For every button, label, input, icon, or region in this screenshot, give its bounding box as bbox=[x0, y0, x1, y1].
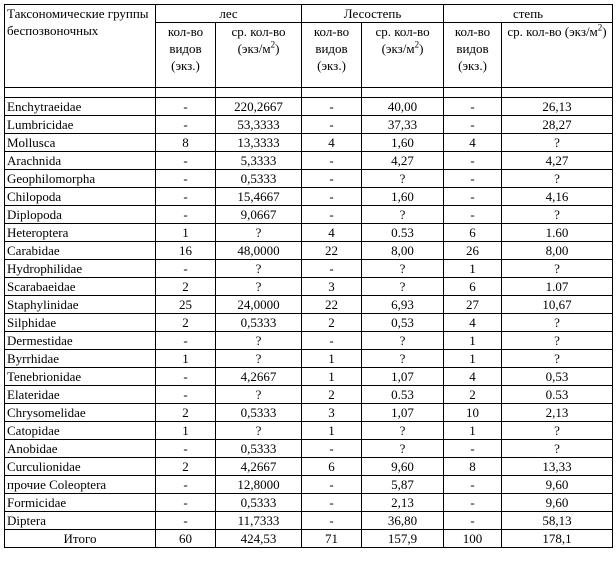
species-count-cell: 4 bbox=[302, 134, 362, 152]
species-count-cell: 8 bbox=[444, 458, 502, 476]
taxon-name: Arachnida bbox=[5, 152, 156, 170]
species-count-cell: - bbox=[444, 440, 502, 458]
table-row bbox=[5, 152, 613, 170]
species-count-cell: - bbox=[156, 260, 216, 278]
density-cell: 0,5333 bbox=[216, 314, 302, 332]
species-count-cell: 100 bbox=[444, 530, 502, 548]
taxon-name: Итого bbox=[5, 530, 156, 548]
density-cell: 424,53 bbox=[216, 530, 302, 548]
density-cell: 26,13 bbox=[502, 98, 613, 116]
density-cell: 12,8000 bbox=[216, 476, 302, 494]
table-row bbox=[5, 170, 613, 188]
density-cell: 58,13 bbox=[502, 512, 613, 530]
density-cell: ? bbox=[216, 350, 302, 368]
taxon-name: Geophilomorpha bbox=[5, 170, 156, 188]
species-count-cell: 2 bbox=[156, 458, 216, 476]
density-cell: ? bbox=[216, 278, 302, 296]
table-row bbox=[5, 134, 613, 152]
density-cell: 0,5333 bbox=[216, 440, 302, 458]
species-count-cell: 10 bbox=[444, 404, 502, 422]
density-cell: 1,60 bbox=[362, 188, 444, 206]
density-cell: 6,93 bbox=[362, 296, 444, 314]
species-count-cell: - bbox=[444, 494, 502, 512]
species-count-cell: 2 bbox=[444, 386, 502, 404]
species-count-cell: 4 bbox=[444, 314, 502, 332]
density-cell: ? bbox=[502, 134, 613, 152]
density-cell: ? bbox=[362, 350, 444, 368]
taxon-name: Chilopoda bbox=[5, 188, 156, 206]
density-cell: 37,33 bbox=[362, 116, 444, 134]
species-count-cell: 22 bbox=[302, 242, 362, 260]
density-cell: ? bbox=[502, 260, 613, 278]
density-cell: 4,27 bbox=[362, 152, 444, 170]
species-count-cell: 2 bbox=[156, 404, 216, 422]
species-count-cell: - bbox=[302, 188, 362, 206]
species-count-cell: 1 bbox=[444, 260, 502, 278]
species-count-cell: 2 bbox=[156, 314, 216, 332]
group-header: Таксономические группы беспозвоночных bbox=[5, 5, 156, 88]
species-count-cell: - bbox=[444, 512, 502, 530]
table-row bbox=[5, 458, 613, 476]
density-cell: 4,16 bbox=[502, 188, 613, 206]
density-cell: 220,2667 bbox=[216, 98, 302, 116]
table-row bbox=[5, 206, 613, 224]
density-cell: ? bbox=[362, 206, 444, 224]
density-cell: 36,80 bbox=[362, 512, 444, 530]
table-row bbox=[5, 260, 613, 278]
species-count-cell: - bbox=[302, 206, 362, 224]
species-count-cell: 60 bbox=[156, 530, 216, 548]
table-row bbox=[5, 98, 613, 116]
species-count-cell: - bbox=[302, 512, 362, 530]
density-cell: ? bbox=[362, 422, 444, 440]
density-cell: 1,07 bbox=[362, 368, 444, 386]
count-header: кол-во видов (экз.) bbox=[302, 23, 362, 88]
species-count-cell: 6 bbox=[444, 224, 502, 242]
taxon-name: Byrrhidae bbox=[5, 350, 156, 368]
species-count-cell: - bbox=[156, 98, 216, 116]
zone-header-steppe: степь bbox=[444, 5, 613, 23]
taxon-name: Diptera bbox=[5, 512, 156, 530]
table-row bbox=[5, 512, 613, 530]
density-cell: 9,60 bbox=[502, 476, 613, 494]
species-count-cell: - bbox=[302, 170, 362, 188]
species-count-cell: - bbox=[444, 116, 502, 134]
species-count-cell: 1 bbox=[302, 350, 362, 368]
species-count-cell: - bbox=[302, 260, 362, 278]
table-row bbox=[5, 296, 613, 314]
species-count-cell: 3 bbox=[302, 278, 362, 296]
table-row bbox=[5, 368, 613, 386]
density-cell: ? bbox=[362, 440, 444, 458]
density-cell: 5,3333 bbox=[216, 152, 302, 170]
species-count-cell: 2 bbox=[302, 386, 362, 404]
species-count-cell: - bbox=[156, 188, 216, 206]
species-count-cell: - bbox=[156, 332, 216, 350]
density-header: ср. кол-во $(экз/м^2)$ bbox=[362, 23, 444, 88]
density-cell: 48,0000 bbox=[216, 242, 302, 260]
density-cell: 8,00 bbox=[362, 242, 444, 260]
species-count-cell: 2 bbox=[302, 314, 362, 332]
taxon-name: Formicidae bbox=[5, 494, 156, 512]
spacer-row bbox=[5, 88, 613, 98]
density-cell: ? bbox=[362, 170, 444, 188]
density-cell: ? bbox=[362, 260, 444, 278]
density-cell: ? bbox=[502, 332, 613, 350]
taxon-name: Hydrophilidae bbox=[5, 260, 156, 278]
species-count-cell: - bbox=[444, 188, 502, 206]
taxon-name: Curculionidae bbox=[5, 458, 156, 476]
taxon-name: прочие Coleoptera bbox=[5, 476, 156, 494]
species-count-cell: 25 bbox=[156, 296, 216, 314]
species-count-cell: - bbox=[156, 440, 216, 458]
species-count-cell: 3 bbox=[302, 404, 362, 422]
species-count-cell: 4 bbox=[444, 368, 502, 386]
taxon-name: Dermestidae bbox=[5, 332, 156, 350]
species-count-cell: 1 bbox=[302, 422, 362, 440]
density-cell: 4,2667 bbox=[216, 458, 302, 476]
table-row bbox=[5, 224, 613, 242]
density-cell: ? bbox=[502, 206, 613, 224]
density-cell: 0.53 bbox=[502, 386, 613, 404]
table-row bbox=[5, 440, 613, 458]
taxon-name: Heteroptera bbox=[5, 224, 156, 242]
density-cell: ? bbox=[502, 422, 613, 440]
density-cell: 5,87 bbox=[362, 476, 444, 494]
species-count-cell: - bbox=[156, 386, 216, 404]
density-cell: 9,60 bbox=[362, 458, 444, 476]
species-count-cell: 22 bbox=[302, 296, 362, 314]
density-cell: 1,60 bbox=[362, 134, 444, 152]
species-count-cell: - bbox=[302, 440, 362, 458]
species-count-cell: 1 bbox=[444, 332, 502, 350]
density-cell: 0,5333 bbox=[216, 494, 302, 512]
density-cell: ? bbox=[216, 224, 302, 242]
species-count-cell: 8 bbox=[156, 134, 216, 152]
species-count-cell: - bbox=[444, 152, 502, 170]
table-row bbox=[5, 422, 613, 440]
invertebrate-table bbox=[4, 4, 613, 548]
taxon-name: Diplopoda bbox=[5, 206, 156, 224]
table-row bbox=[5, 242, 613, 260]
density-cell: ? bbox=[216, 260, 302, 278]
species-count-cell: - bbox=[444, 206, 502, 224]
taxon-name: Silphidae bbox=[5, 314, 156, 332]
density-cell: ? bbox=[216, 386, 302, 404]
density-cell: 2,13 bbox=[502, 404, 613, 422]
species-count-cell: 1 bbox=[302, 368, 362, 386]
species-count-cell: 6 bbox=[302, 458, 362, 476]
density-cell: 1,07 bbox=[362, 404, 444, 422]
density-cell: 11,7333 bbox=[216, 512, 302, 530]
total-row bbox=[5, 530, 613, 548]
density-cell: 9,60 bbox=[502, 494, 613, 512]
density-cell: 1.60 bbox=[502, 224, 613, 242]
density-cell: 10,67 bbox=[502, 296, 613, 314]
taxon-name: Enchytraeidae bbox=[5, 98, 156, 116]
density-cell: 0,53 bbox=[362, 314, 444, 332]
density-cell: 13,33 bbox=[502, 458, 613, 476]
density-cell: 24,0000 bbox=[216, 296, 302, 314]
density-cell: 28,27 bbox=[502, 116, 613, 134]
taxon-name: Catopidae bbox=[5, 422, 156, 440]
taxon-name: Lumbricidae bbox=[5, 116, 156, 134]
species-count-cell: - bbox=[156, 368, 216, 386]
species-count-cell: 6 bbox=[444, 278, 502, 296]
density-cell: ? bbox=[502, 440, 613, 458]
species-count-cell: - bbox=[156, 152, 216, 170]
density-cell: ? bbox=[362, 278, 444, 296]
table-row bbox=[5, 332, 613, 350]
density-cell: 15,4667 bbox=[216, 188, 302, 206]
taxon-name: Carabidae bbox=[5, 242, 156, 260]
table-row bbox=[5, 278, 613, 296]
taxon-name: Chrysomelidae bbox=[5, 404, 156, 422]
density-cell: ? bbox=[362, 332, 444, 350]
species-count-cell: - bbox=[302, 98, 362, 116]
taxon-name: Staphylinidae bbox=[5, 296, 156, 314]
density-cell: ? bbox=[502, 170, 613, 188]
species-count-cell: 71 bbox=[302, 530, 362, 548]
taxon-name: Scarabaeidae bbox=[5, 278, 156, 296]
density-cell: 157,9 bbox=[362, 530, 444, 548]
species-count-cell: - bbox=[156, 494, 216, 512]
density-cell: 9,0667 bbox=[216, 206, 302, 224]
species-count-cell: - bbox=[444, 98, 502, 116]
density-cell: ? bbox=[216, 422, 302, 440]
species-count-cell: 1 bbox=[156, 224, 216, 242]
density-cell: 8,00 bbox=[502, 242, 613, 260]
species-count-cell: - bbox=[156, 206, 216, 224]
density-cell: 0,5333 bbox=[216, 404, 302, 422]
species-count-cell: 4 bbox=[302, 224, 362, 242]
taxon-name: Elateridae bbox=[5, 386, 156, 404]
table-row bbox=[5, 494, 613, 512]
zone-header-forest-steppe: Лесостепь bbox=[302, 5, 444, 23]
species-count-cell: - bbox=[156, 476, 216, 494]
density-cell: 0,5333 bbox=[216, 170, 302, 188]
table-row bbox=[5, 386, 613, 404]
species-count-cell: - bbox=[156, 116, 216, 134]
density-cell: 0.53 bbox=[362, 386, 444, 404]
table-row bbox=[5, 404, 613, 422]
species-count-cell: - bbox=[302, 116, 362, 134]
species-count-cell: - bbox=[302, 152, 362, 170]
zone-header-forest: лес bbox=[156, 5, 302, 23]
species-count-cell: 1 bbox=[156, 350, 216, 368]
table-row bbox=[5, 350, 613, 368]
density-cell: 4,27 bbox=[502, 152, 613, 170]
taxon-name: Tenebrionidae bbox=[5, 368, 156, 386]
table-row bbox=[5, 116, 613, 134]
species-count-cell: 1 bbox=[444, 350, 502, 368]
species-count-cell: 26 bbox=[444, 242, 502, 260]
table-row bbox=[5, 314, 613, 332]
density-header: ср. кол-во $(экз/м^2)$ bbox=[502, 23, 613, 88]
density-cell: 178,1 bbox=[502, 530, 613, 548]
species-count-cell: 27 bbox=[444, 296, 502, 314]
density-cell: 4,2667 bbox=[216, 368, 302, 386]
species-count-cell: 16 bbox=[156, 242, 216, 260]
species-count-cell: 1 bbox=[156, 422, 216, 440]
taxon-name: Mollusca bbox=[5, 134, 156, 152]
species-count-cell: 2 bbox=[156, 278, 216, 296]
species-count-cell: - bbox=[302, 476, 362, 494]
density-cell: 2,13 bbox=[362, 494, 444, 512]
density-cell: ? bbox=[216, 332, 302, 350]
species-count-cell: - bbox=[444, 170, 502, 188]
taxon-name: Anobidae bbox=[5, 440, 156, 458]
species-count-cell: - bbox=[302, 494, 362, 512]
species-count-cell: - bbox=[444, 476, 502, 494]
density-header: ср. кол-во $(экз/м^2)$ bbox=[216, 23, 302, 88]
species-count-cell: - bbox=[156, 170, 216, 188]
density-cell: 0,53 bbox=[502, 368, 613, 386]
table-row bbox=[5, 476, 613, 494]
density-cell: ? bbox=[502, 314, 613, 332]
species-count-cell: 1 bbox=[444, 422, 502, 440]
density-cell: 1.07 bbox=[502, 278, 613, 296]
density-cell: 13,3333 bbox=[216, 134, 302, 152]
table-row bbox=[5, 188, 613, 206]
density-cell: 40,00 bbox=[362, 98, 444, 116]
species-count-cell: - bbox=[302, 332, 362, 350]
species-count-cell: 4 bbox=[444, 134, 502, 152]
density-cell: 0.53 bbox=[362, 224, 444, 242]
density-cell: ? bbox=[502, 350, 613, 368]
species-count-cell: - bbox=[156, 512, 216, 530]
count-header: кол-во видов (экз.) bbox=[156, 23, 216, 88]
density-cell: 53,3333 bbox=[216, 116, 302, 134]
count-header: кол-во видов (экз.) bbox=[444, 23, 502, 88]
